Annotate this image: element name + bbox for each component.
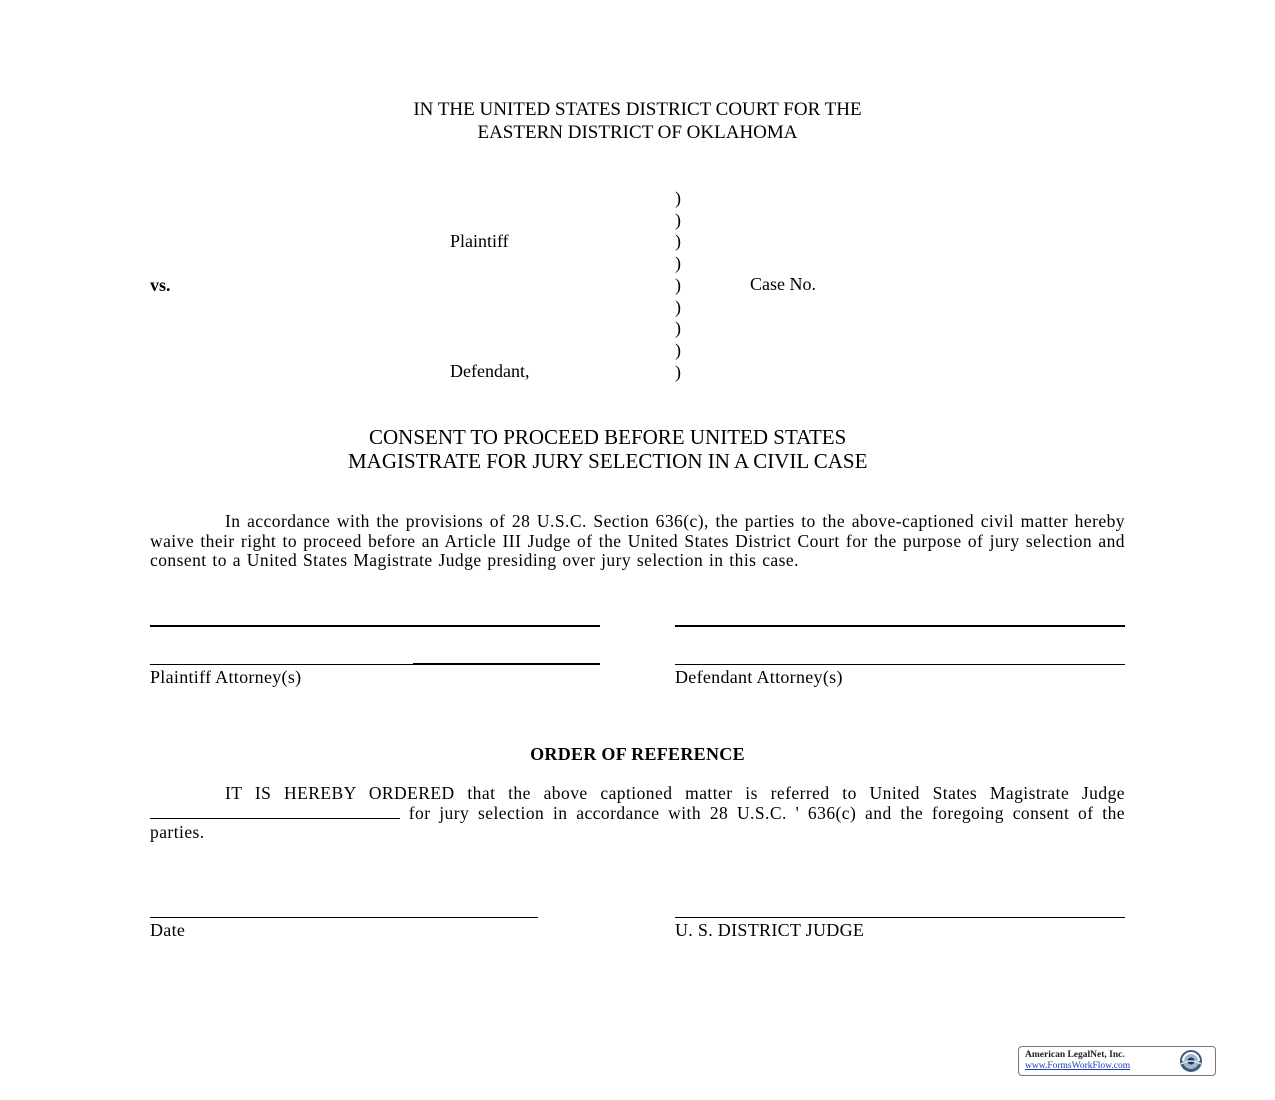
order-text-part-1: IT IS HEREBY ORDERED that the above captioned matter is referred to United States Magistrate Judge (225, 783, 1125, 803)
caption-parenthesis: ) (675, 253, 681, 273)
caption-parenthesis: ) (675, 210, 681, 230)
district-judge-label: U. S. DISTRICT JUDGE (675, 920, 865, 940)
defendant-label: Defendant, (450, 361, 530, 381)
caption-parenthesis: ) (675, 362, 681, 382)
magistrate-judge-blank[interactable] (150, 804, 400, 819)
plaintiff-label: Plaintiff (450, 231, 509, 251)
plaintiff-attorney-label: Plaintiff Attorney(s) (150, 667, 302, 687)
document-title-line-1: CONSENT TO PROCEED BEFORE UNITED STATES (369, 425, 847, 449)
date-label: Date (150, 920, 186, 940)
versus-label: vs. (150, 275, 171, 295)
order-paragraph (150, 784, 1125, 843)
caption-parenthesis: ) (675, 188, 681, 208)
publisher-name: American LegalNet, Inc. (1025, 1050, 1125, 1060)
caption-parenthesis: ) (675, 318, 681, 338)
caption-parenthesis: ) (675, 297, 681, 317)
date-signature-line[interactable] (150, 917, 538, 918)
judge-signature-line[interactable] (675, 917, 1125, 918)
consent-paragraph-text: In accordance with the provisions of 28 U.S.C. Section 636(c), the parties to the above-captioned civil matter hereby waive their right to proceed before an Article III Judge of the United States District Court for the purpose of jury selection and consent to a United States Magistrate Judge presiding over jury selection in this case. (150, 511, 1125, 570)
court-name-line-1: IN THE UNITED STATES DISTRICT COURT FOR THE (413, 99, 862, 120)
caption-parenthesis: ) (675, 340, 681, 360)
globe-icon (1179, 1049, 1203, 1073)
caption-parenthesis: ) (675, 231, 681, 251)
case-number-label: Case No. (750, 274, 816, 294)
caption-parenthesis: ) (675, 275, 681, 295)
defendant-signature-line-2[interactable] (675, 664, 1125, 665)
plaintiff-signature-line-1[interactable] (150, 625, 600, 627)
publisher-logo[interactable] (1018, 1046, 1216, 1076)
order-text-part-2: for jury selection in accordance with 28 U.S.C. ' 636(c) and the foregoing consent of the parties. (150, 802, 1125, 842)
defendant-signature-line-1[interactable] (675, 625, 1125, 627)
publisher-url[interactable]: www.FormsWorkFlow.com (1025, 1061, 1131, 1071)
document-title-line-2: MAGISTRATE FOR JURY SELECTION IN A CIVIL CASE (348, 449, 868, 473)
court-name-line-2: EASTERN DISTRICT OF OKLAHOMA (477, 122, 798, 143)
defendant-attorney-label: Defendant Attorney(s) (675, 667, 843, 687)
plaintiff-signature-line-2-overline (413, 663, 600, 665)
consent-paragraph (150, 512, 1125, 571)
order-heading: ORDER OF REFERENCE (530, 744, 745, 764)
